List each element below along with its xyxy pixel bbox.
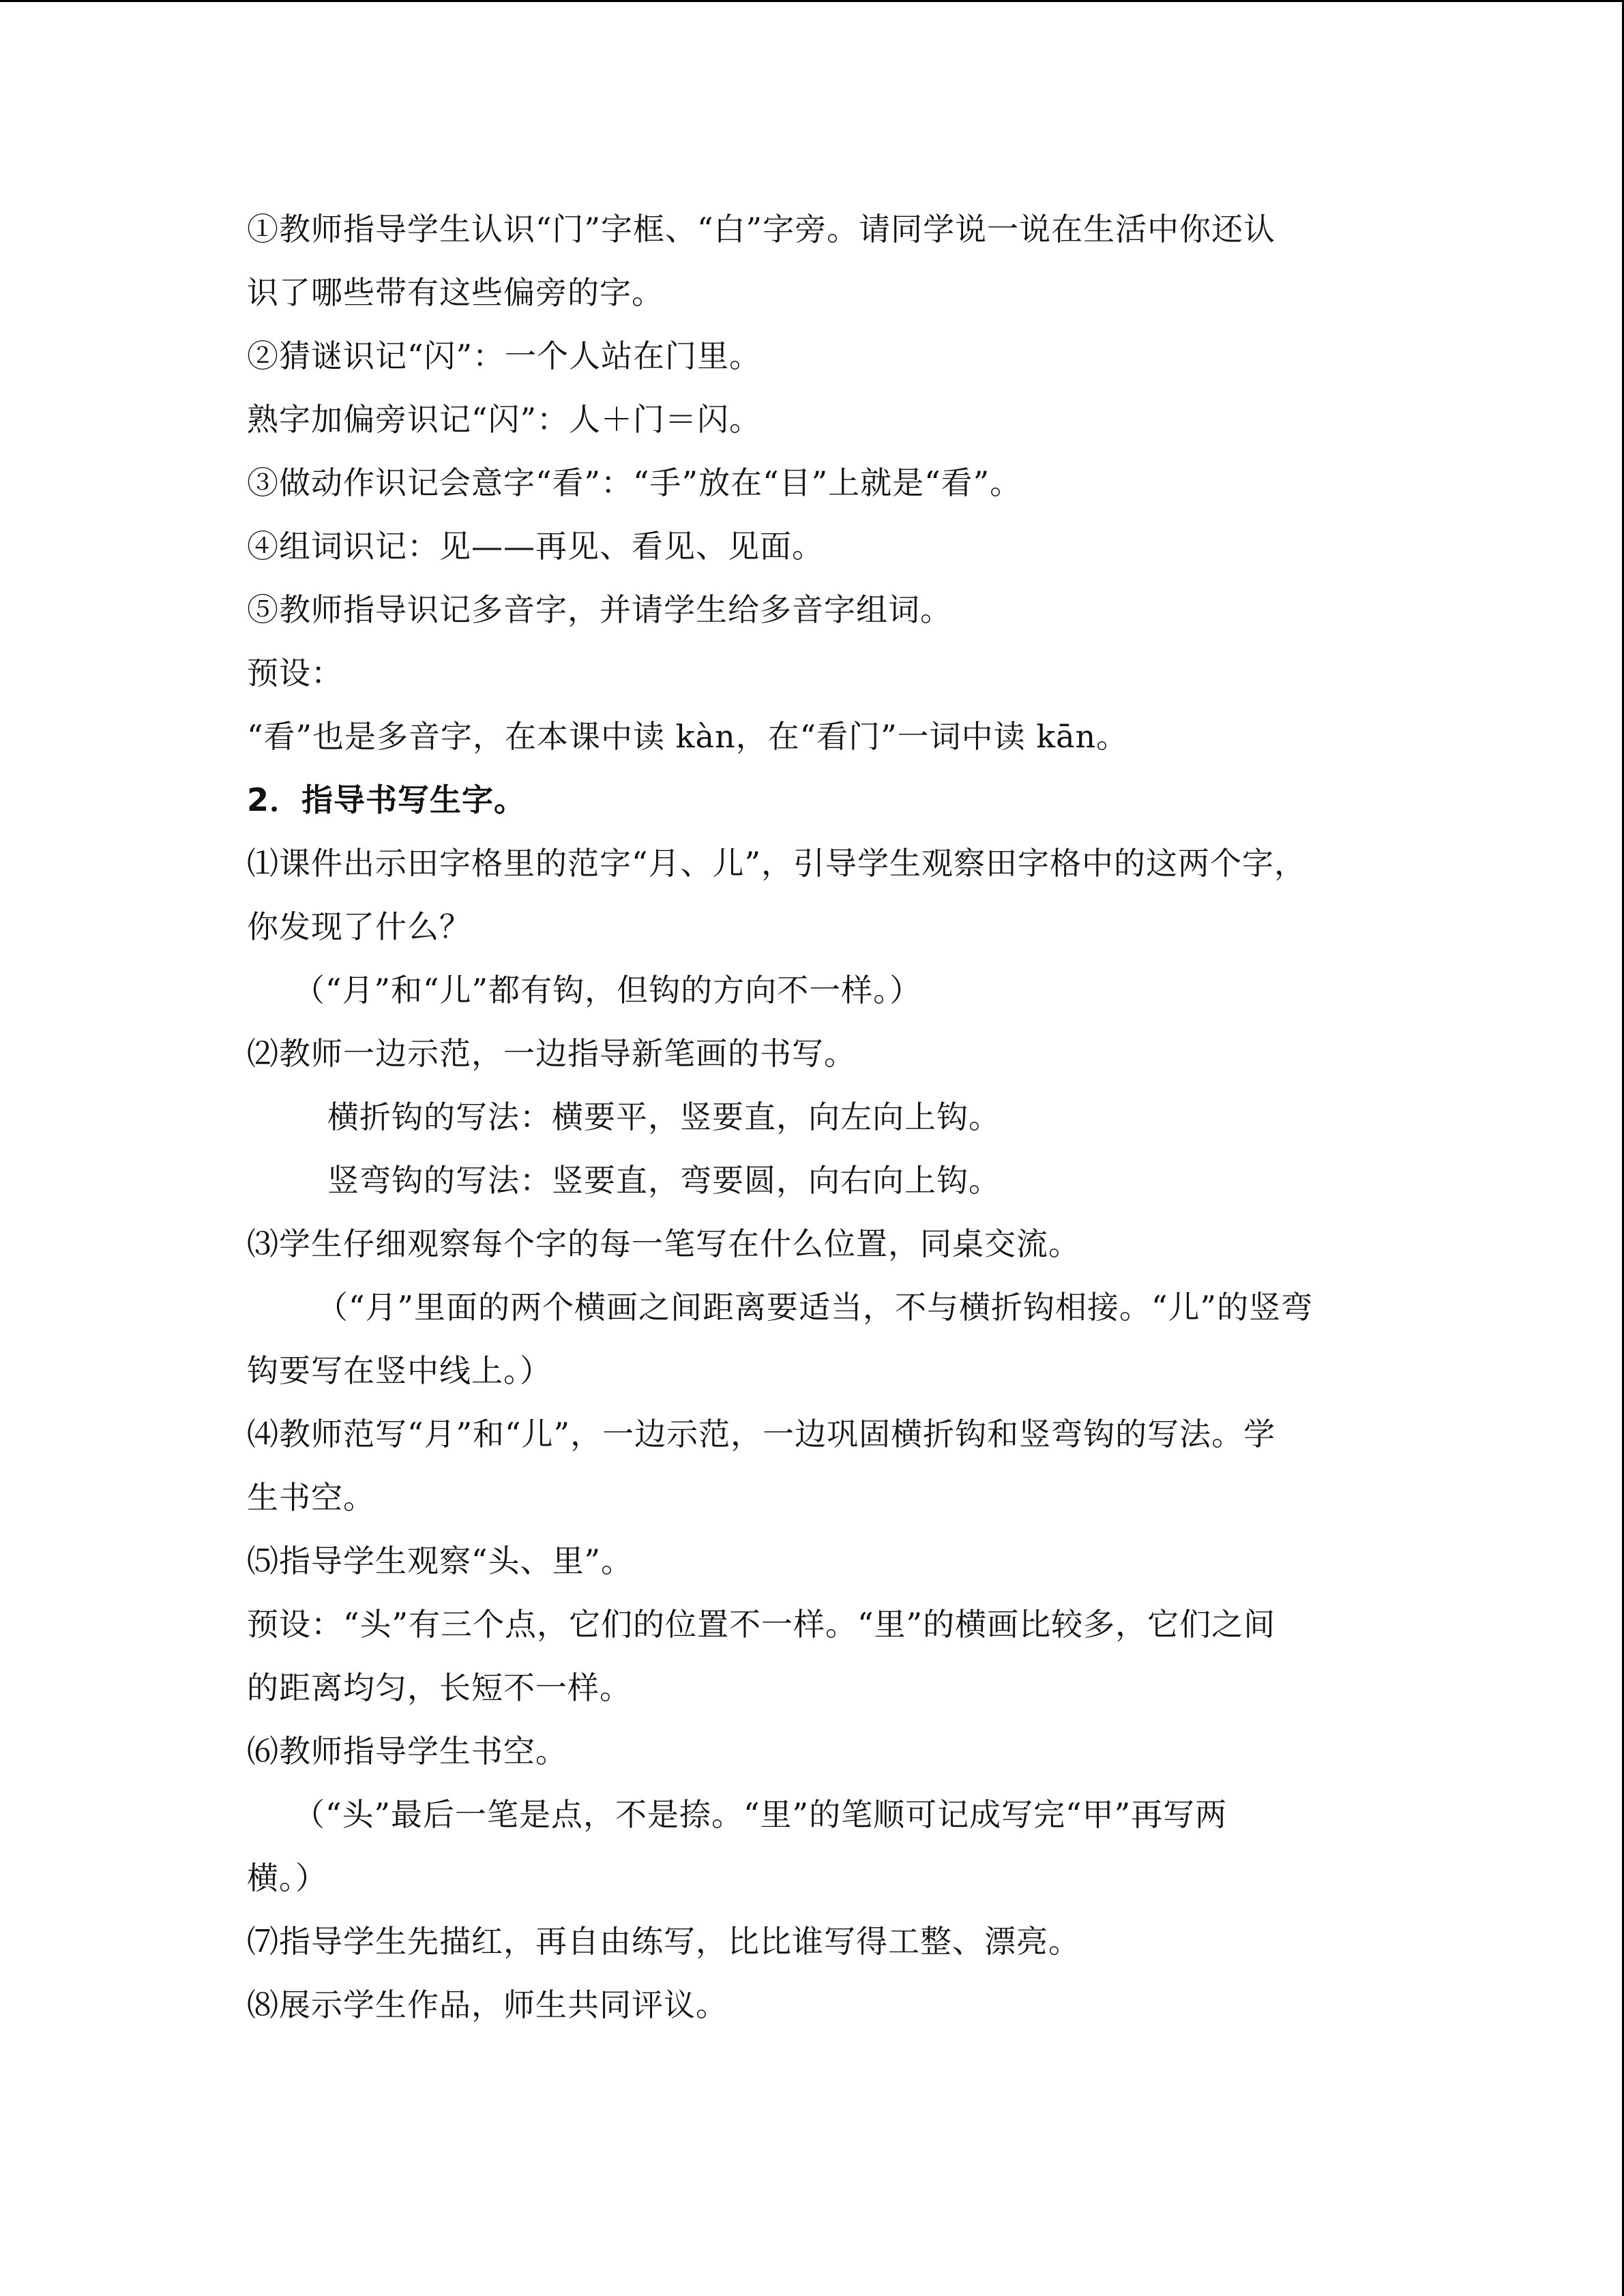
paragraph-line: ⑹教师指导学生书空。 [247,1733,567,1770]
paragraph-line: 的距离均匀，长短不一样。 [247,1669,632,1706]
section-heading: 2．指导书写生字。 [247,781,527,818]
paragraph-line: ④组词识记：见——再见、看见、见面。 [247,528,824,565]
paragraph-line: （“月”和“儿”都有钩，但钩的方向不一样。） [293,972,922,1009]
paragraph-line: ⑸指导学生观察“头、里”。 [247,1542,634,1579]
paragraph-line: 预设： [247,655,343,691]
paragraph-line: 钩要写在竖中线上。） [247,1352,552,1389]
paragraph-line: 横。） [247,1860,327,1896]
paragraph-line: ②猜谜识记“闪”：一个人站在门里。 [247,338,762,374]
paragraph-line: ⑷教师范写“月”和“儿”，一边示范，一边巩固横折钩和竖弯钩的写法。学 [247,1416,1276,1452]
paragraph-line: （“月”里面的两个横画之间距离要适当，不与横折钩相接。“儿”的竖弯 [316,1289,1314,1326]
paragraph-line: ⑤教师指导识记多音字，并请学生给多音字组词。 [247,591,952,628]
paragraph-line: 你发现了什么？ [247,908,471,945]
paragraph-line: ⑵教师一边示范，一边指导新笔画的书写。 [247,1035,856,1072]
paragraph-line: 横折钩的写法：横要平，竖要直，向左向上钩。 [327,1099,1001,1135]
paragraph-line: （“头”最后一笔是点，不是捺。“里”的笔顺可记成写完“甲”再写两 [293,1796,1228,1833]
paragraph-line: 生书空。 [247,1479,375,1516]
paragraph-line: ⑴课件出示田字格里的范字“月、儿”，引导学生观察田字格中的这两个字， [247,845,1307,882]
paragraph-line: 竖弯钩的写法：竖要直，弯要圆，向右向上钩。 [327,1162,1001,1199]
paragraph-line: ⑶学生仔细观察每个字的每一笔写在什么位置，同桌交流。 [247,1225,1080,1262]
paragraph-line: 识了哪些带有这些偏旁的字。 [247,274,664,311]
paragraph-line: 熟字加偏旁识记“闪”：人＋门＝闪。 [247,401,762,438]
paragraph-line: ③做动作识记会意字“看”：“手”放在“目”上就是“看”。 [247,464,1022,501]
paragraph-line: ⑺指导学生先描红，再自由练写，比比谁写得工整、漂亮。 [247,1923,1080,1960]
paragraph-line: ⑻展示学生作品，师生共同评议。 [247,1986,728,2023]
paragraph-line: 预设：“头”有三个点，它们的位置不一样。“里”的横画比较多，它们之间 [247,1606,1276,1643]
lesson-plan-body [247,198,1379,2037]
paragraph-line: “看”也是多音字，在本课中读 kàn，在“看门”一词中读 kān。 [247,718,1129,755]
paragraph-line: ①教师指导学生认识“门”字框、“白”字旁。请同学说一说在生活中你还认 [247,211,1276,248]
top-border [0,0,1624,2]
